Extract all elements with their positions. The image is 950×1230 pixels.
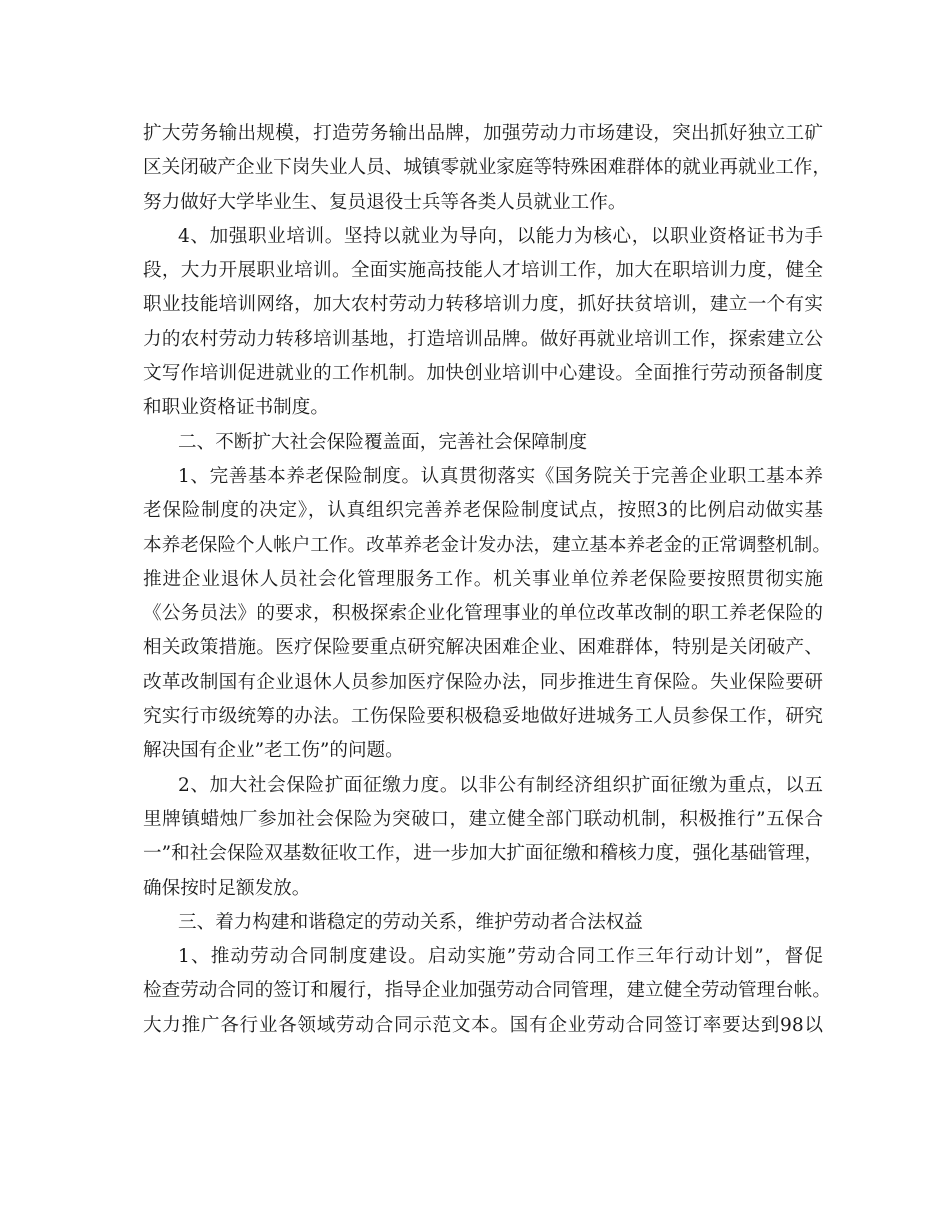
paragraph-line: 扩大劳务输出规模，打造劳务输出品牌，加强劳动力市场建设，突出抓好独立工矿 (143, 123, 823, 144)
paragraph-line: 相关政策措施。医疗保险要重点研究解决困难企业、困难群体，特别是关闭破产、 (143, 637, 823, 659)
paragraph-line: 努力做好大学毕业生、复员退役士兵等各类人员就业工作。 (143, 191, 627, 213)
paragraph-line: 力的农村劳动力转移培训基地，打造培训品牌。做好再就业培训工作，探索建立公 (143, 328, 823, 350)
paragraph-line: 区关闭破产企业下岗失业人员、城镇零就业家庭等特殊困难群体的就业再就业工作， (143, 157, 831, 179)
paragraph-line: 解决国有企业”老工伤”的问题。 (143, 740, 404, 762)
document-body (143, 117, 831, 1043)
paragraph-line: 1、完善基本养老保险制度。认真贯彻落实《国务院关于完善企业职工基本养 (178, 465, 823, 487)
paragraph-line: 和职业资格证书制度。 (143, 397, 329, 419)
paragraph-line: 里牌镇蜡烛厂参加社会保险为突破口，建立健全部门联动机制，积极推行”五保合 (143, 808, 823, 830)
paragraph-line: 推进企业退休人员社会化管理服务工作。机关事业单位养老保险要按照贯彻实施 (143, 568, 823, 590)
paragraph-line: 大力推广各行业各领域劳动合同示范文本。国有企业劳动合同签订率要达到98以 (143, 1014, 823, 1036)
paragraph-line: 4、加强职业培训。坚持以就业为导向，以能力为核心，以职业资格证书为手 (178, 225, 823, 247)
paragraph-line: 一”和社会保险双基数征收工作，进一步加大扩面征缴和稽核力度，强化基础管理， (143, 843, 823, 865)
section-heading: 二、不断扩大社会保险覆盖面，完善社会保障制度 (178, 431, 588, 453)
paragraph-line: 确保按时足额发放。 (143, 877, 311, 899)
paragraph-line: 本养老保险个人帐户工作。改革养老金计发办法，建立基本养老金的正常调整机制。 (143, 534, 831, 556)
paragraph-line: 《公务员法》的要求，积极探索企业化管理事业的单位改革改制的职工养老保险的 (143, 603, 823, 625)
paragraph-line: 老保险制度的决定》，认真组织完善养老保险制度试点，按照3的比例启动做实基 (143, 500, 823, 522)
paragraph-line: 2、加大社会保险扩面征缴力度。以非公有制经济组织扩面征缴为重点，以五 (178, 774, 823, 796)
section-heading: 三、着力构建和谐稳定的劳动关系，维护劳动者合法权益 (178, 911, 643, 933)
paragraph-line: 究实行市级统筹的办法。工伤保险要积极稳妥地做好进城务工人员参保工作，研究 (143, 706, 823, 728)
paragraph-line: 检查劳动合同的签订和履行，指导企业加强劳动合同管理，建立健全劳动管理台帐。 (143, 980, 831, 1002)
paragraph-line: 文写作培训促进就业的工作机制。加快创业培训中心建设。全面推行劳动预备制度 (143, 363, 823, 385)
paragraph-line: 职业技能培训网络，加大农村劳动力转移培训力度，抓好扶贫培训，建立一个有实 (143, 294, 823, 316)
paragraph-line: 段，大力开展职业培训。全面实施高技能人才培训工作，加大在职培训力度，健全 (143, 260, 823, 282)
paragraph-line: 改革改制国有企业退休人员参加医疗保险办法，同步推进生育保险。失业保险要研 (143, 671, 823, 693)
paragraph-line: 1、推动劳动合同制度建设。启动实施”劳动合同工作三年行动计划”，督促 (178, 946, 823, 968)
